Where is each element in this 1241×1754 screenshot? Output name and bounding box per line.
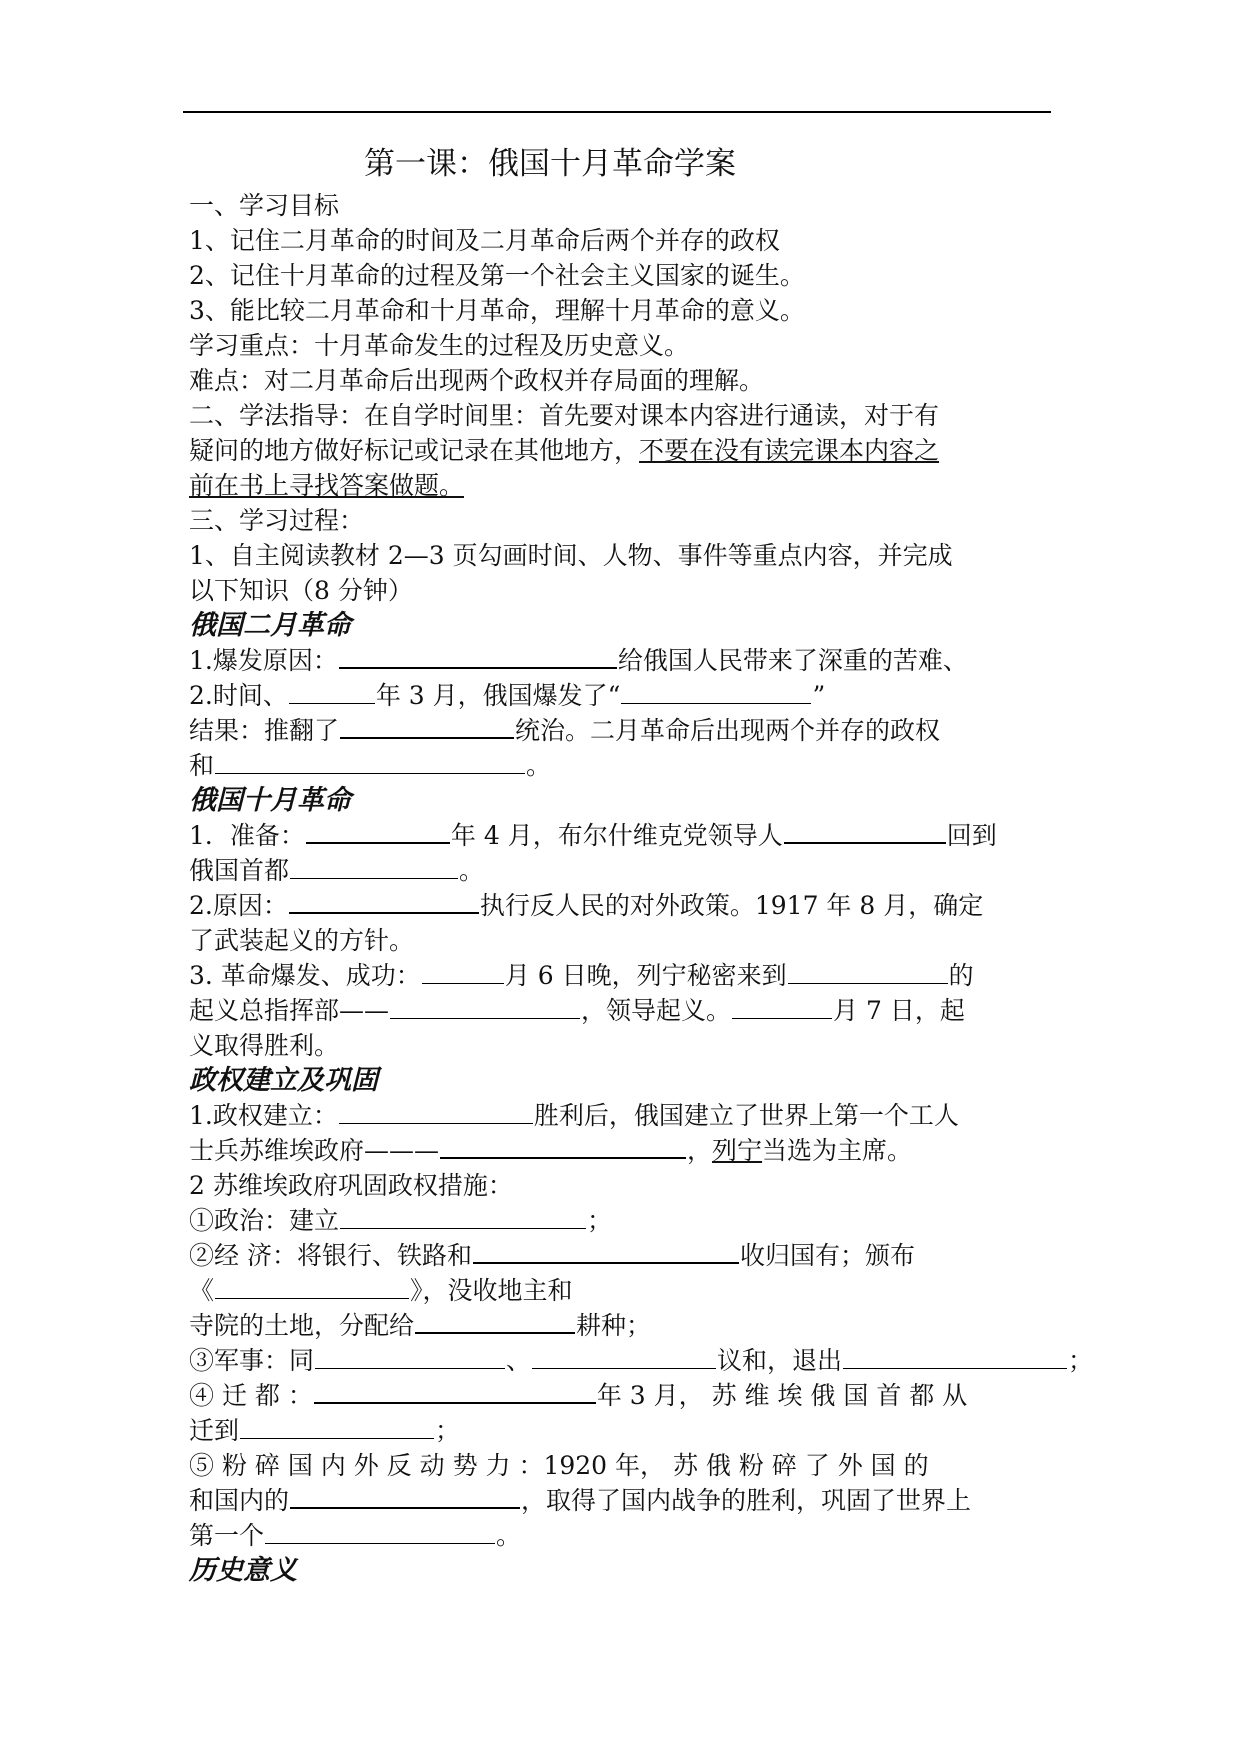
oct-outbreak-label: 3. 革命爆发、成功： xyxy=(189,961,421,990)
oct-prep-2 xyxy=(189,853,1049,888)
measure-domestic-blank[interactable] xyxy=(290,1483,520,1509)
regime-chairman-text: 当选为主席。 xyxy=(762,1136,913,1165)
oct-capital-period: 。 xyxy=(459,856,485,885)
regime-establish-label: 1.政权建立： xyxy=(189,1101,338,1130)
measure-land-blank[interactable] xyxy=(415,1308,575,1334)
oct-hq-label: 起义总指挥部—— xyxy=(189,996,390,1025)
regime-lenin: 列宁 xyxy=(712,1136,763,1165)
measure-capital-to-blank[interactable] xyxy=(240,1414,434,1439)
feb-time-text: 年 3 月，俄国爆发了“ xyxy=(375,681,621,710)
oct-capital-blank[interactable] xyxy=(290,854,458,879)
measure-withdraw-blank[interactable] xyxy=(843,1344,1067,1369)
measure-economic xyxy=(189,1238,1049,1273)
guidance-line-3 xyxy=(189,468,1049,503)
oct-outbreak-2 xyxy=(189,993,1049,1028)
measure-capital-text: 年 3 月， 苏 维 埃 俄 国 首 都 从 xyxy=(596,1381,968,1410)
regime-soviet-label: 士兵苏维埃政府——— xyxy=(189,1136,440,1165)
guidance-warning: 不要在没有读完课本内容之 xyxy=(639,436,940,465)
measure-economic-2 xyxy=(189,1273,1049,1308)
oct-reason-label: 2.原因： xyxy=(189,891,288,920)
page-title: 第一课：俄国十月革命学案 xyxy=(364,146,736,182)
measure-military xyxy=(189,1343,1094,1378)
measure-peace-party-1-blank[interactable] xyxy=(315,1344,505,1369)
oct-prep-label: 1．准备： xyxy=(189,821,305,850)
feb-overthrown-blank[interactable] xyxy=(340,713,514,739)
process-line-1: 1、自主阅读教材 2—3 页勾画时间、人物、事件等重点内容，并完成 xyxy=(189,541,953,570)
measure-military-label: ③军事：同 xyxy=(189,1346,315,1375)
measure-smash-text: ，取得了国内战争的胜利，巩固了世界上 xyxy=(521,1486,972,1515)
feb-revolution-name-blank[interactable] xyxy=(621,679,811,704)
oct-reason xyxy=(189,888,1049,923)
measure-political-blank[interactable] xyxy=(340,1204,586,1229)
objective-item-1: 1、记住二月革命的时间及二月革命后两个并存的政权 xyxy=(189,226,780,255)
regime-establish-text: 胜利后，俄国建立了世界上第一个工人 xyxy=(533,1101,959,1130)
oct-prep-return: 回到 xyxy=(946,821,997,850)
oct-prep-text: 年 4 月，布尔什维克党领导人 xyxy=(450,821,783,850)
feb-result xyxy=(189,713,1049,748)
oct-victory-month-blank[interactable] xyxy=(732,994,832,1019)
measure-domestic-label: 和国内的 xyxy=(189,1486,290,1515)
feb-revolution-heading: 俄国二月革命 xyxy=(189,610,351,641)
measure-peace-party-2-blank[interactable] xyxy=(532,1344,716,1369)
process-line-2: 以下知识（8 分钟） xyxy=(189,576,413,605)
measure-political-end: ； xyxy=(587,1206,613,1235)
measure-economic-3 xyxy=(189,1308,1049,1343)
objectives-heading: 一、学习目标 xyxy=(189,191,340,220)
oct-outbreak xyxy=(189,958,1049,993)
measure-capital-2 xyxy=(189,1413,1049,1448)
measure-capital-label: ④ 迁 都 ： xyxy=(189,1381,313,1410)
feb-time-quote: ” xyxy=(812,681,826,710)
guidance-line-1: 二、学法指导：在自学时间里：首先要对课本内容进行通读，对于有 xyxy=(189,401,940,430)
oct-reason-text: 执行反人民的对外政策。1917 年 8 月，确定 xyxy=(479,891,984,920)
feb-cause-text: 给俄国人民带来了深重的苦难、 xyxy=(617,646,968,675)
feb-dual-power xyxy=(189,748,1049,783)
feb-result-label: 结果：推翻了 xyxy=(189,716,340,745)
regime-government-blank[interactable] xyxy=(440,1133,686,1159)
key-points: 学习重点：十月革命发生的过程及历史意义。 xyxy=(189,331,690,360)
process-heading: 三、学习过程： xyxy=(189,506,365,535)
oct-reason-blank[interactable] xyxy=(289,888,479,914)
feb-regime-blank[interactable] xyxy=(215,749,525,774)
feb-time xyxy=(189,678,1049,713)
oct-victory-text: 月 7 日，起 xyxy=(833,996,965,1025)
feb-cause xyxy=(189,643,1049,678)
measure-land-text: 耕种； xyxy=(576,1311,652,1340)
guidance-line-2 xyxy=(189,433,1049,468)
measure-decree-text: 》，没收地主和 xyxy=(410,1276,573,1305)
measure-first-end: 。 xyxy=(496,1521,522,1550)
document-body xyxy=(189,188,1094,1588)
measure-economic-label: ②经 济：将银行、铁路和 xyxy=(189,1241,472,1270)
feb-year-blank[interactable] xyxy=(289,679,375,704)
feb-and-label: 和 xyxy=(189,751,215,780)
measure-capital-to-label: 迁到 xyxy=(189,1416,240,1445)
oct-outbreak-text: 月 6 日晚，列宁秘密来到 xyxy=(504,961,787,990)
measure-decree-blank[interactable] xyxy=(215,1274,409,1299)
measure-smash-3 xyxy=(189,1518,1049,1553)
objective-item-3: 3、能比较二月革命和十月革命，理解十月革命的意义。 xyxy=(189,296,805,325)
significance-heading: 历史意义 xyxy=(189,1555,297,1586)
regime-victory-blank[interactable] xyxy=(339,1099,533,1124)
difficulty: 难点：对二月革命后出现两个政权并存局面的理解。 xyxy=(189,366,765,395)
oct-hq-location-blank[interactable] xyxy=(788,959,948,984)
feb-cause-blank[interactable] xyxy=(339,643,617,669)
oct-reason-2: 了武装起义的方针。 xyxy=(189,926,415,955)
oct-revolution-heading: 俄国十月革命 xyxy=(189,785,351,816)
feb-cause-label: 1.爆发原因： xyxy=(189,646,338,675)
measure-first-label: 第一个 xyxy=(189,1521,265,1550)
measure-economic-text: 收归国有；颁布 xyxy=(739,1241,915,1270)
objective-item-2: 2、记住十月革命的过程及第一个社会主义国家的诞生。 xyxy=(189,261,805,290)
guidance-warning-cont: 前在书上寻找答案做题。 xyxy=(189,471,465,500)
oct-hq-blank[interactable] xyxy=(390,994,580,1019)
regime-establish-2 xyxy=(189,1133,1049,1168)
oct-outbreak-3: 义取得胜利。 xyxy=(189,1031,340,1060)
measure-political xyxy=(189,1203,1049,1238)
measure-military-end: ； xyxy=(1068,1346,1094,1375)
guidance-text: 疑问的地方做好标记或记录在其他地方， xyxy=(189,436,640,465)
measure-military-text: 议和，退出 xyxy=(717,1346,843,1375)
measure-smash-2 xyxy=(189,1483,1049,1518)
measure-land-label: 寺院的土地，分配给 xyxy=(189,1311,415,1340)
oct-hq-text: ，领导起义。 xyxy=(581,996,732,1025)
feb-time-label: 2.时间、 xyxy=(189,681,288,710)
header-rule xyxy=(183,111,1051,113)
regime-measures: 2 苏维埃政府巩固政权措施： xyxy=(189,1171,513,1200)
measure-capital xyxy=(189,1378,1049,1413)
measure-smash: ⑤ 粉 碎 国 内 外 反 动 势 力 ：1920 年， 苏 俄 粉 碎 了 外 国 的 xyxy=(189,1451,929,1480)
oct-capital-label: 俄国首都 xyxy=(189,856,290,885)
decree-open-bracket: 《 xyxy=(189,1276,215,1305)
measure-political-label: ①政治：建立 xyxy=(189,1206,340,1235)
feb-and-period: 。 xyxy=(526,751,552,780)
oct-outbreak-month-blank[interactable] xyxy=(422,959,504,984)
feb-result-text: 统治。二月革命后出现两个并存的政权 xyxy=(515,716,941,745)
measure-capital-end: ； xyxy=(435,1416,461,1445)
measure-military-sep: 、 xyxy=(506,1346,532,1375)
measure-first-blank[interactable] xyxy=(265,1519,495,1544)
measure-nationalize-blank[interactable] xyxy=(473,1238,739,1264)
regime-comma: ， xyxy=(687,1136,713,1165)
regime-establish xyxy=(189,1098,1049,1133)
measure-capital-year-blank[interactable] xyxy=(314,1378,596,1404)
regime-heading: 政权建立及巩固 xyxy=(189,1065,378,1096)
oct-leader-blank[interactable] xyxy=(784,818,946,844)
oct-outbreak-of: 的 xyxy=(948,961,974,990)
oct-prep-year-blank[interactable] xyxy=(306,818,450,844)
oct-prep xyxy=(189,818,1049,853)
